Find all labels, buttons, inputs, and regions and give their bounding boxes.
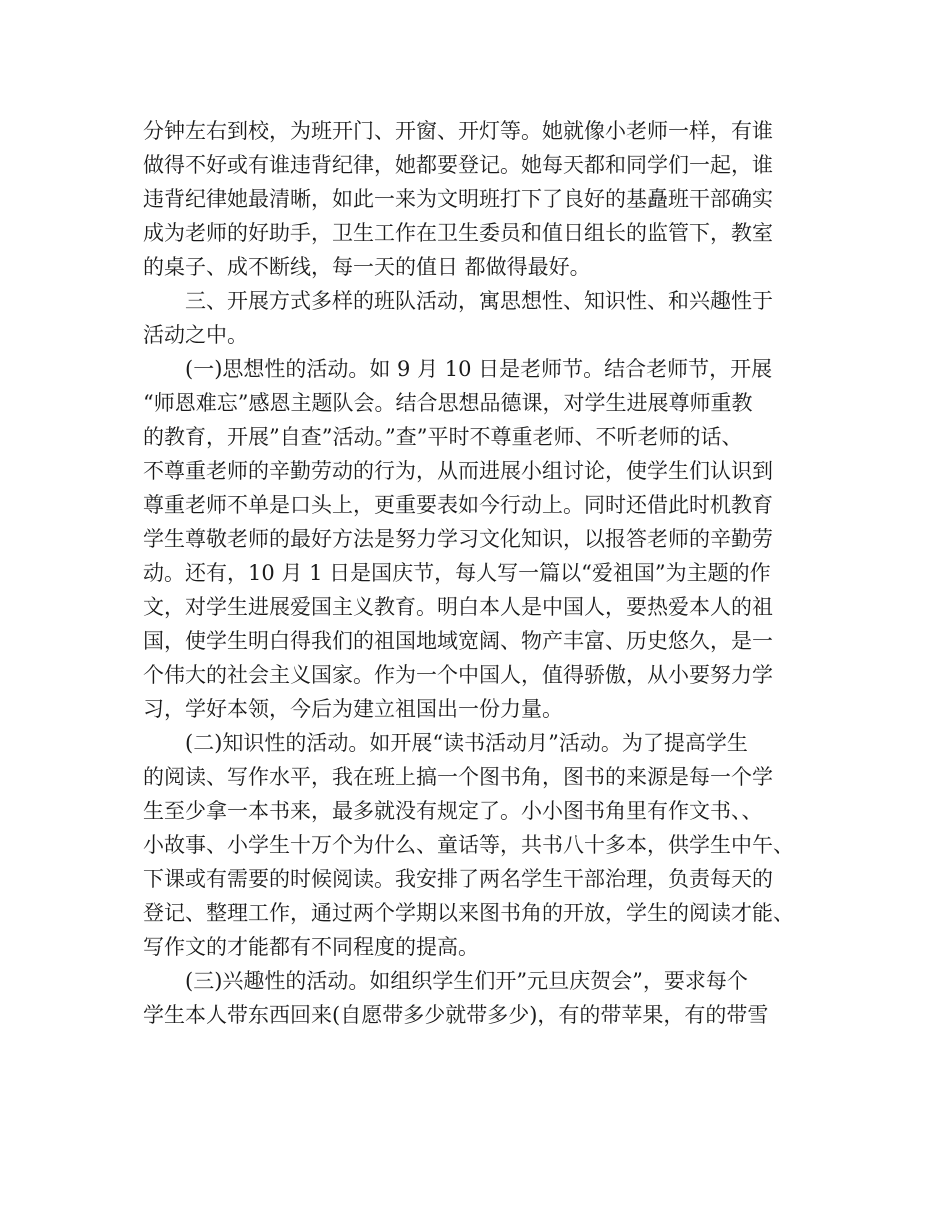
paragraph-section-3-heading: [143, 284, 823, 352]
text-line: 动。还有，10 月 1 日是国庆节，每人写一篇以“爱祖国”为主题的作: [143, 561, 771, 585]
text-line: 违背纪律她最清晰，如此一来为文明班打下了良好的基矗班干部确实: [143, 187, 773, 211]
paragraph-knowledge-activities: [143, 726, 823, 964]
text-line: 学生本人带东西回来(自愿带多少就带多少)，有的带苹果，有的带雪: [143, 1003, 769, 1027]
text-line: 习，学好本领，今后为建立祖国出一份力量。: [143, 697, 563, 721]
text-line: 国，使学生明白得我们的祖国地域宽阔、物产丰富、历史悠久，是一: [143, 629, 773, 653]
text-line: 学生尊敬老师的最好方法是努力学习文化知识，以报答老师的辛勤劳: [143, 527, 773, 551]
text-line: 登记、整理工作，通过两个学期以来图书角的开放，学生的阅读才能、: [143, 901, 794, 925]
text-line: 尊重老师不单是口头上，更重要表如今行动上。同时还借此时机教育: [143, 493, 773, 517]
text-line: 下课或有需要的时候阅读。我安排了两名学生干部治理，负责每天的: [143, 867, 773, 891]
paragraph-ideological-activities: [143, 352, 823, 726]
text-line: 个伟大的社会主义国家。作为一个中国人，值得骄傲，从小要努力学: [143, 663, 773, 687]
text-line: 的教育，开展”自查”活动。”查”平时不尊重老师、不听老师的话、: [143, 425, 743, 449]
text-line: 分钟左右到校，为班开门、开窗、开灯等。她就像小老师一样，有谁: [143, 119, 773, 143]
text-line: 不尊重老师的辛勤劳动的行为，从而进展小组讨论，使学生们认识到: [143, 459, 773, 483]
document-body: [143, 114, 823, 1032]
text-line: 做得不好或有谁违背纪律，她都要登记。她每天都和同学们一起，谁: [143, 153, 773, 177]
text-line: 的桌子、成不断线，每一天的值日 都做得最好。: [143, 255, 591, 279]
text-line: 活动之中。: [143, 323, 248, 347]
paragraph-interest-activities: [143, 964, 823, 1032]
text-line: 成为老师的好助手，卫生工作在卫生委员和值日组长的监管下，教室: [143, 221, 773, 245]
paragraph-1: [143, 114, 823, 284]
text-line: (一)思想性的活动。如 9 月 10 日是老师节。结合老师节，开展: [185, 357, 773, 381]
text-line: 写作文的才能都有不同程度的提高。: [143, 935, 479, 959]
text-line: “师恩难忘”感恩主题队会。结合思想品德课，对学生进展尊师重教: [143, 391, 753, 415]
text-line: 三、开展方式多样的班队活动，寓思想性、知识性、和兴趣性于: [185, 289, 773, 313]
text-line: 小故事、小学生十万个为什么、童话等，共书八十多本，供学生中午、: [143, 833, 794, 857]
text-line: 文，对学生进展爱国主义教育。明白本人是中国人，要热爱本人的祖: [143, 595, 773, 619]
text-line: 生至少拿一本书来，最多就没有规定了。小小图书角里有作文书、、: [143, 799, 763, 823]
text-line: (二)知识性的活动。如开展“读书活动月”活动。为了提高学生: [185, 731, 748, 755]
text-line: (三)兴趣性的活动。如组织学生们开”元旦庆贺会”，要求每个: [185, 969, 748, 993]
text-line: 的阅读、写作水平，我在班上搞一个图书角，图书的来源是每一个学: [143, 765, 773, 789]
